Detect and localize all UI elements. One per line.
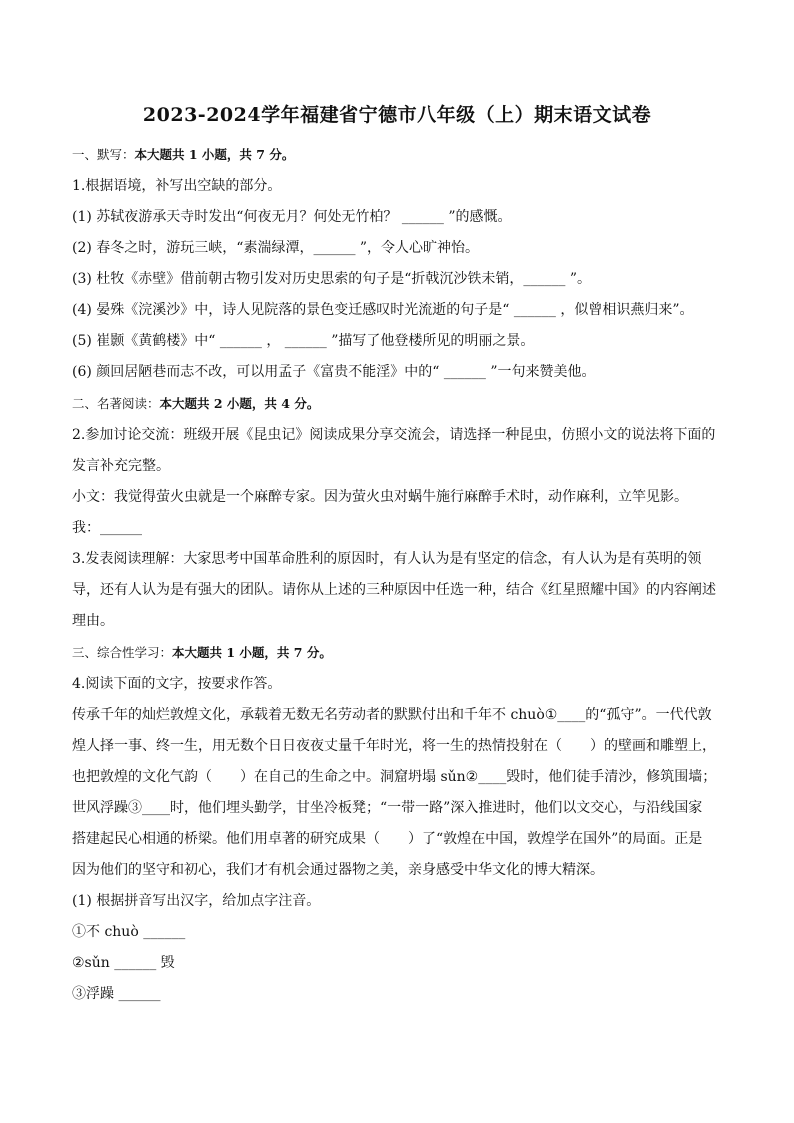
section-heading-3: 三、综合性学习：本大题共 1 小题，共 7 分。 — [72, 645, 332, 660]
question-3-line-2: 导，还有人认为是有强大的团队。请你从上述的三种原因中任选一种，结合《红星照耀中国》的内容阐述 — [72, 582, 716, 598]
question-2-example: 小文：我觉得萤火虫就是一个麻醉专家。因为萤火虫对蜗牛施行麻醉手术时，动作麻利，立竿见影。 — [72, 489, 688, 505]
question-2-answer-line: 我：______ — [72, 520, 142, 536]
question-1-stem: 1.根据语境，补写出空缺的部分。 — [72, 178, 282, 194]
question-1-item-6: (6) 颜回居陋巷而志不改，可以用孟子《富贵不能淫》中的“ ______ ”一句来赞美他。 — [72, 364, 596, 380]
question-3-line-1: 3.发表阅读理解：大家思考中国革命胜利的原因时，有人认为是有坚定的信念，有人认为是有英明的领 — [72, 551, 702, 567]
exam-title: 2023-2024学年福建省宁德市八年级（上）期末语文试卷 — [142, 104, 652, 126]
passage-line-4: 世风浮躁③____时，他们埋头勤学，甘坐冷板凳；“一带一路”深入推进时，他们以文交心，与沿线国家 — [72, 800, 703, 816]
question-3-line-3: 理由。 — [72, 613, 114, 629]
sub-item-2: ②sǔn ______ 毁 — [72, 955, 175, 971]
section-heading-2: 二、名著阅读：本大题共 2 小题，共 4 分。 — [72, 396, 320, 411]
question-1-item-3: (3) 杜牧《赤壁》借前朝古物引发对历史思索的句子是“折戟沉沙铁未销，______ ”。 — [72, 271, 592, 287]
question-1-item-4: (4) 晏殊《浣溪沙》中，诗人见院落的景色变迁感叹时光流逝的句子是“ ______ ，似曾相识燕归来”。 — [72, 302, 694, 318]
question-4-sub-1: (1) 根据拼音写出汉字，给加点字注音。 — [72, 893, 321, 909]
passage-line-1: 传承千年的灿烂敦煌文化，承载着无数无名劳动者的默默付出和千年不 chuò①____的“孤守”。一代代敦 — [72, 707, 712, 723]
question-1-item-2: (2) 春冬之时，游玩三峡，“素湍绿潭，______ ”，令人心旷神怡。 — [72, 240, 480, 256]
sub-item-1: ①不 chuò ______ — [72, 924, 186, 940]
passage-line-5: 搭建起民心相通的桥梁。他们用卓著的研究成果（ ）了“敦煌在中国，敦煌学在国外”的局面。正是 — [72, 831, 703, 847]
question-4-stem: 4.阅读下面的文字，按要求作答。 — [72, 676, 282, 692]
section-heading-1: 一、默写：本大题共 1 小题，共 7 分。 — [72, 147, 295, 162]
question-1-item-5: (5) 崔颢《黄鹤楼》中“ ______ ， ______ ”描写了他登楼所见的明丽之景。 — [72, 333, 535, 349]
passage-line-6: 因为他们的坚守和初心，我们才有机会通过器物之美，亲身感受中华文化的博大精深。 — [72, 862, 604, 878]
question-1-item-1: (1) 苏轼夜游承天寺时发出“何夜无月？何处无竹柏？ ______ ”的感慨。 — [72, 209, 512, 225]
sub-item-3: ③浮躁 ______ — [72, 986, 161, 1002]
question-2-line-2: 发言补充完整。 — [72, 458, 170, 474]
question-2-line-1: 2.参加讨论交流：班级开展《昆虫记》阅读成果分享交流会，请选择一种昆虫，仿照小文的说法将下面的 — [72, 427, 716, 443]
passage-line-3: 也把敦煌的文化气韵（ ）在自己的生命之中。洞窟坍塌 sǔn②____毁时，他们徒手清沙，修筑围墙； — [72, 769, 717, 785]
passage-line-2: 煌人择一事、终一生，用无数个日日夜夜丈量千年时光，将一生的热情投射在（ ）的壁画和雕塑上， — [72, 738, 716, 754]
